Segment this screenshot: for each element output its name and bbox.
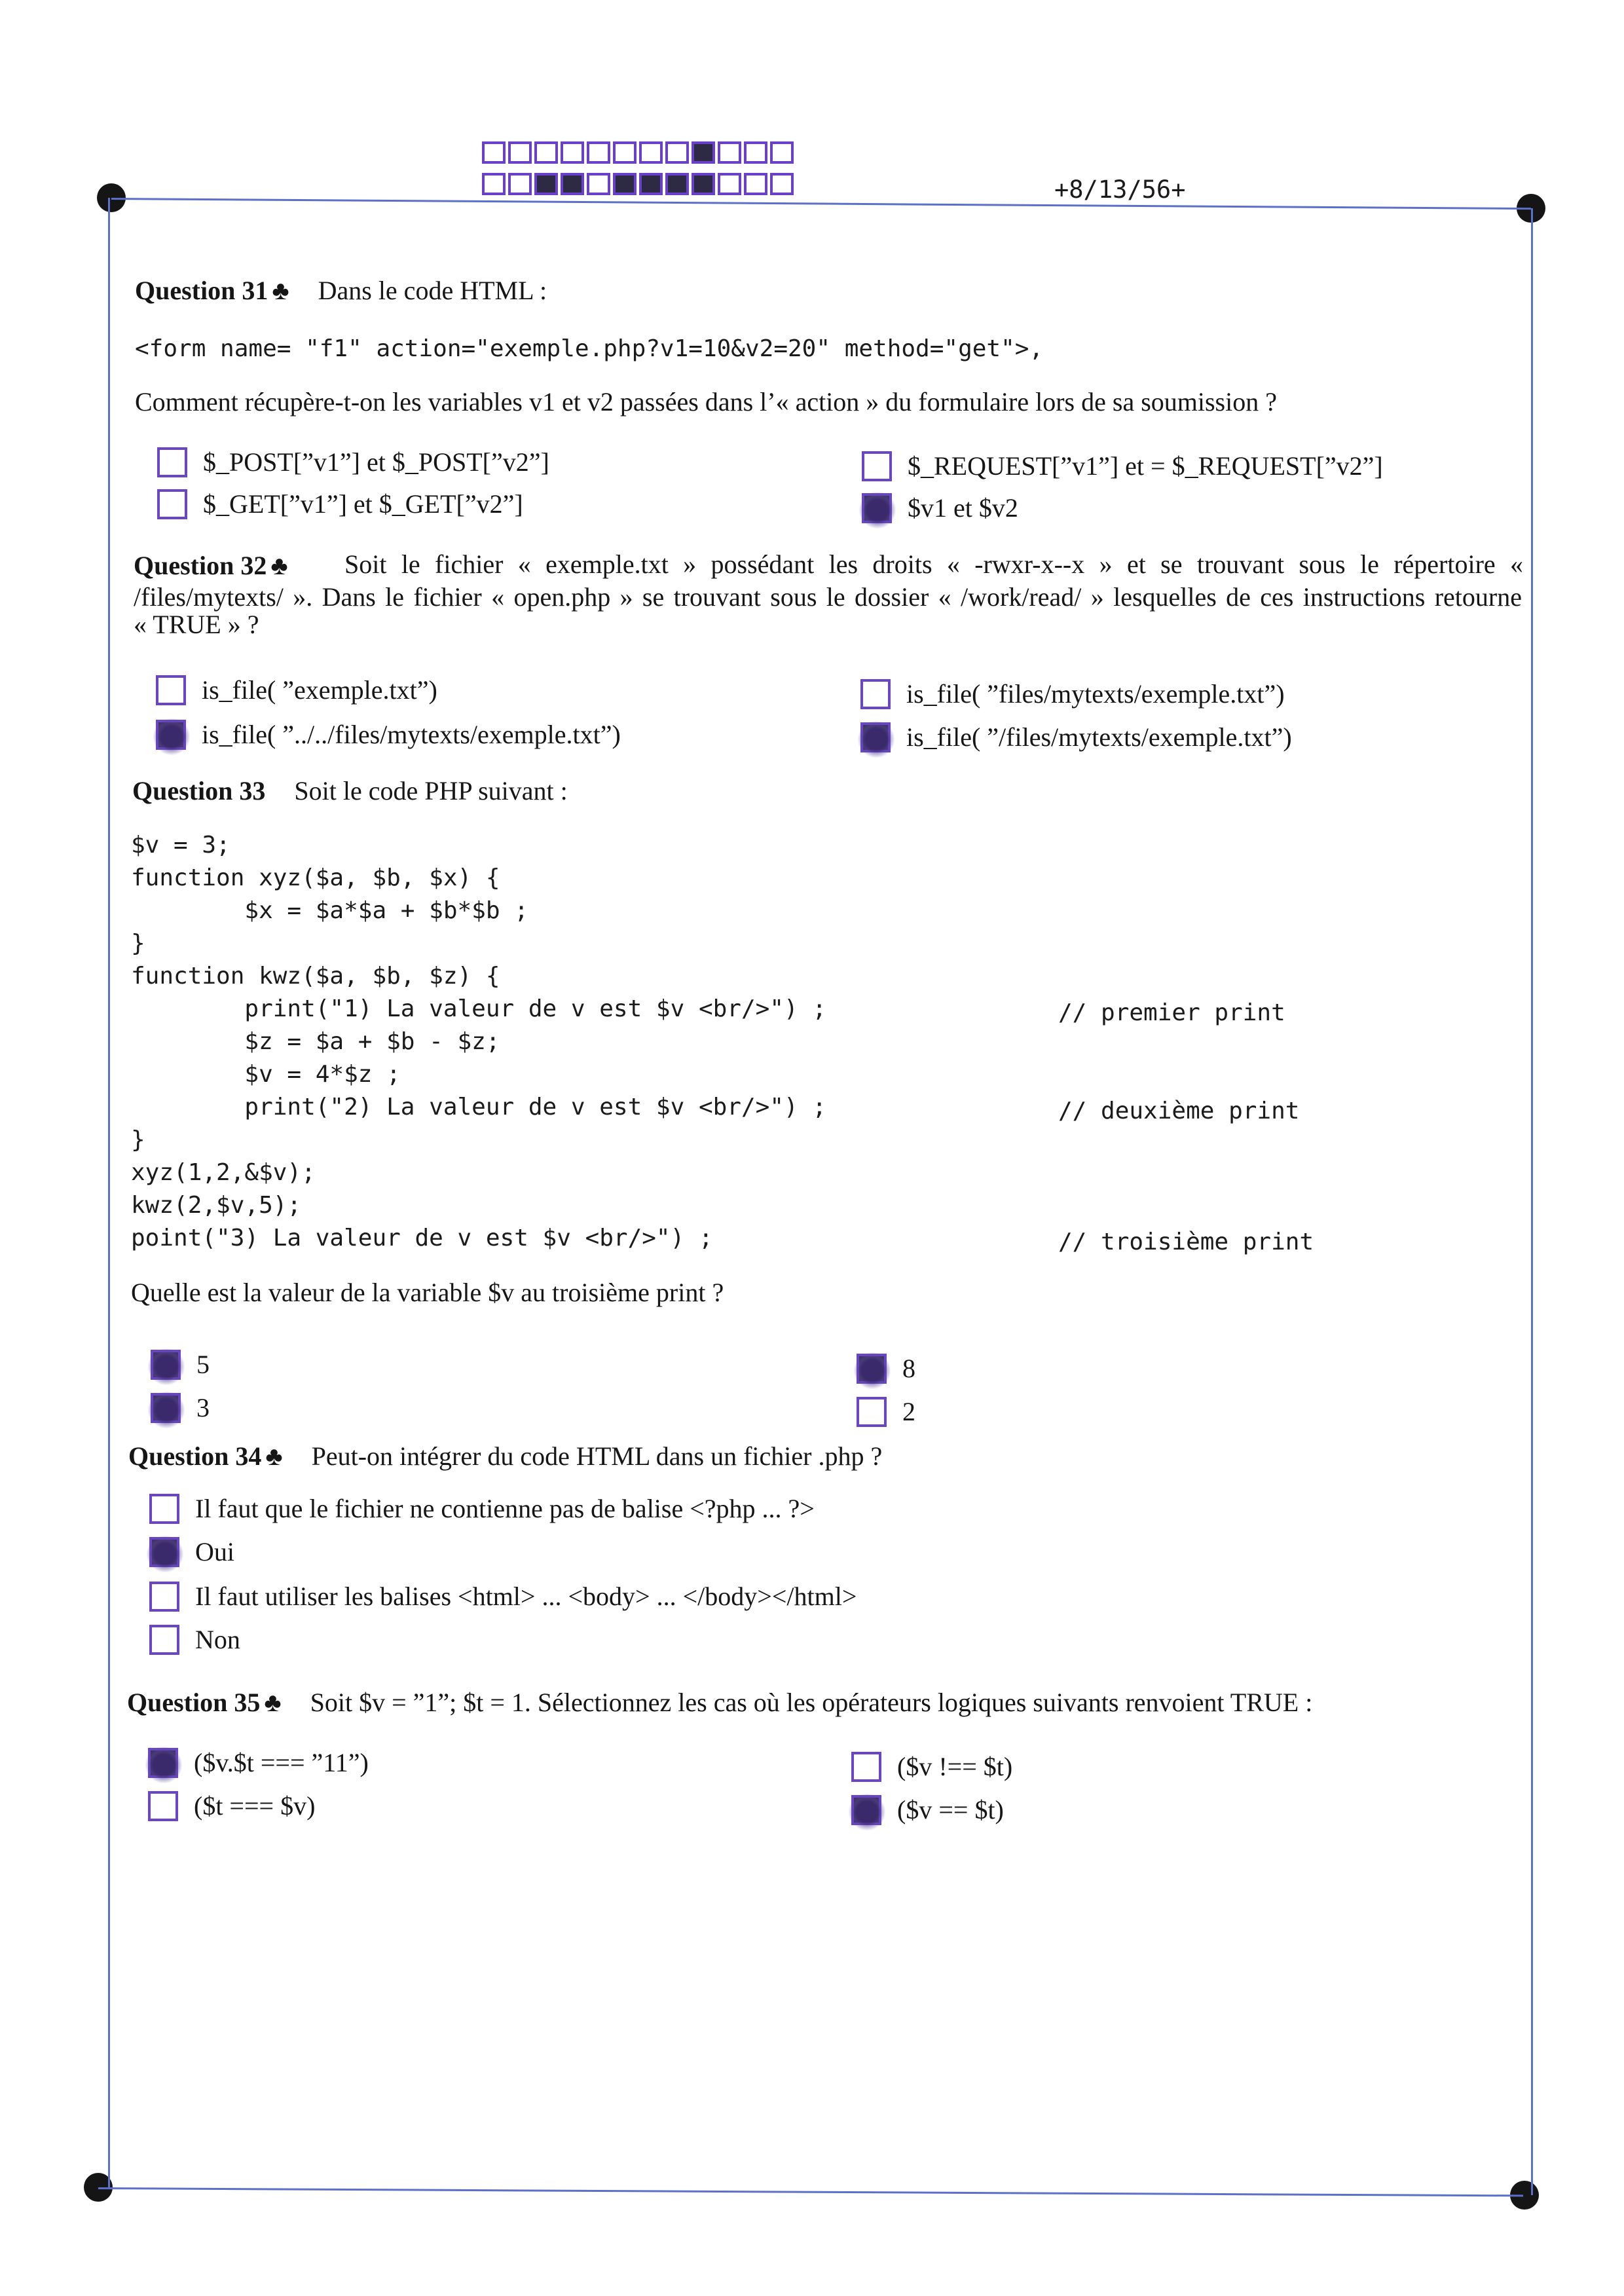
code-box (639, 141, 663, 164)
q32-checkbox-1[interactable] (156, 675, 186, 705)
q34-header (128, 1441, 882, 1472)
code-comment: // troisième print (1058, 1229, 1314, 1255)
q35-header (127, 1687, 1312, 1718)
code-box (639, 173, 663, 195)
q34-option-2-label: Oui (195, 1537, 234, 1566)
q35-option-2-label: ($v !== $t) (897, 1752, 1013, 1781)
q33-checkbox-2[interactable] (857, 1354, 887, 1384)
q31-checkbox-3[interactable] (157, 489, 187, 519)
q34-checkbox-2[interactable] (149, 1537, 179, 1567)
code-box (561, 141, 584, 164)
q33-option-1-label: 5 (196, 1350, 210, 1379)
code-box (561, 173, 584, 195)
q32-option-4[interactable] (860, 722, 1292, 752)
code-box (587, 141, 610, 164)
q33-option-2-label: 8 (902, 1354, 915, 1383)
q31-option-1-label: $_POST[”v1”] et $_POST[”v2”] (203, 447, 549, 477)
q34-checkbox-4[interactable] (149, 1625, 179, 1655)
q32-option-1[interactable] (156, 675, 437, 705)
code-box (613, 141, 637, 164)
q33-checkbox-4[interactable] (857, 1397, 887, 1427)
q35-checkbox-4[interactable] (851, 1795, 881, 1825)
q35-option-3-label: ($t === $v) (194, 1791, 316, 1821)
q35-label: Question 35 (127, 1688, 261, 1717)
q33-checkbox-3[interactable] (151, 1393, 181, 1423)
q31-checkbox-4[interactable] (862, 493, 892, 523)
q34-option-3[interactable] (149, 1581, 857, 1612)
code-box (587, 173, 610, 195)
code-strip-top (482, 141, 796, 164)
code-box (482, 173, 506, 195)
q31-option-2-label: $_REQUEST[”v1”] et = $_REQUEST[”v2”] (908, 451, 1383, 481)
code-line: kwz(2,$v,5); (131, 1192, 302, 1219)
code-box (718, 173, 741, 195)
code-line: } (131, 930, 145, 957)
q33-label: Question 33 (132, 776, 266, 805)
club-icon: ♣ (272, 276, 289, 305)
code-line: } (131, 1126, 145, 1153)
code-line: $z = $a + $b - $z; (131, 1028, 500, 1055)
code-strip-bottom (482, 173, 796, 195)
code-box (744, 173, 767, 195)
q31-option-3-label: $_GET[”v1”] et $_GET[”v2”] (203, 489, 523, 519)
q35-option-1-label: ($v.$t === ”11”) (194, 1748, 369, 1777)
q34-checkbox-3[interactable] (149, 1582, 179, 1612)
q35-option-4-label: ($v == $t) (897, 1795, 1004, 1824)
q34-label: Question 34 (128, 1441, 262, 1471)
q32-checkbox-4[interactable] (860, 722, 891, 752)
code-box (770, 141, 794, 164)
q33-option-1[interactable] (151, 1349, 210, 1380)
frame-bottom (98, 2187, 1523, 2196)
q33-option-3[interactable] (151, 1392, 210, 1423)
code-line: function xyz($a, $b, $x) { (131, 864, 500, 891)
q34-option-1-label: Il faut que le fichier ne contienne pas de balise <?php ... ?> (195, 1494, 815, 1523)
q34-option-4[interactable] (149, 1624, 240, 1655)
q33-prompt: Quelle est la valeur de la variable $v au troisième print ? (131, 1278, 724, 1307)
q34-title: Peut-on intégrer du code HTML dans un fichier .php ? (311, 1441, 883, 1471)
code-box (508, 141, 532, 164)
code-box (718, 141, 741, 164)
q32-checkbox-3[interactable] (156, 720, 186, 750)
q33-title: Soit le code PHP suivant : (294, 776, 568, 805)
q32-label: Question 32 (134, 551, 267, 580)
code-box (692, 173, 715, 195)
code-box (534, 173, 558, 195)
q35-checkbox-2[interactable] (851, 1752, 881, 1782)
q32-option-1-label: is_file( ”exemple.txt”) (202, 675, 437, 705)
q33-option-4-label: 2 (902, 1397, 915, 1426)
q31-option-3[interactable] (157, 489, 523, 519)
q33-option-3-label: 3 (196, 1393, 210, 1422)
frame-top (111, 198, 1531, 210)
code-line: print("1) La valeur de v est $v <br/>") ; (131, 995, 827, 1022)
q33-header (132, 775, 568, 806)
q34-option-1[interactable] (149, 1493, 815, 1524)
q35-checkbox-1[interactable] (148, 1748, 178, 1778)
q31-checkbox-1[interactable] (157, 447, 187, 477)
q32-text-line-2: /files/mytexts/ ». Dans le fichier « open.php » se trouvant sous le dossier « /work/read/ » lesquelles de ces instructions retourne (134, 582, 1522, 612)
code-box (665, 173, 689, 195)
q32-option-4-label: is_file( ”/files/mytexts/exemple.txt”) (906, 722, 1292, 752)
club-icon: ♣ (265, 1441, 283, 1471)
frame-left (108, 198, 110, 2189)
q32-text-line-1: Soit le fichier « exemple.txt » possédant les droits « -rwxr-x--x » et se trouvant sous le répertoire « (344, 549, 1523, 579)
code-line: $x = $a*$a + $b*$b ; (131, 897, 528, 924)
q32-checkbox-2[interactable] (860, 679, 891, 709)
q33-option-4[interactable] (857, 1396, 915, 1427)
q35-checkbox-3[interactable] (148, 1791, 178, 1821)
code-line: $v = 3; (131, 832, 231, 859)
q31-checkbox-2[interactable] (862, 451, 892, 481)
q35-option-2[interactable] (851, 1751, 1012, 1782)
code-comment: // deuxième print (1058, 1098, 1300, 1124)
q34-checkbox-1[interactable] (149, 1494, 179, 1524)
q34-option-3-label: Il faut utiliser les balises <html> ... <body> ... </body></html> (195, 1582, 857, 1611)
code-line: function kwz($a, $b, $z) { (131, 963, 500, 990)
club-icon: ♣ (270, 551, 288, 580)
q31-prompt: Comment récupère-t-on les variables v1 et v2 passées dans l’« action » du formulaire lors de sa soumission ? (135, 387, 1277, 417)
q31-header (135, 275, 547, 306)
code-box (534, 141, 558, 164)
code-box (508, 173, 532, 195)
code-line: print("2) La valeur de v est $v <br/>") ; (131, 1094, 827, 1120)
code-box (665, 141, 689, 164)
q35-option-3[interactable] (148, 1790, 315, 1821)
q34-option-4-label: Non (195, 1625, 240, 1654)
code-box (770, 173, 794, 195)
q32-option-2-label: is_file( ”files/mytexts/exemple.txt”) (906, 679, 1285, 709)
q31-option-2[interactable] (862, 451, 1383, 481)
q32-text-line-3: « TRUE » ? (134, 610, 259, 639)
q31-code: <form name= "f1" action="exemple.php?v1=10&v2=20" method="get">, (135, 335, 1044, 362)
q31-label: Question 31 (135, 276, 268, 305)
code-box (482, 141, 506, 164)
q32-option-2[interactable] (860, 678, 1285, 709)
q33-option-2[interactable] (857, 1353, 915, 1384)
code-box (613, 173, 637, 195)
code-line: xyz(1,2,&$v); (131, 1159, 316, 1186)
q33-checkbox-1[interactable] (151, 1350, 181, 1380)
q32-option-3-label: is_file( ”../../files/mytexts/exemple.txt”) (202, 720, 621, 749)
code-box (744, 141, 767, 164)
q35-title: Soit $v = ”1”; $t = 1. Sélectionnez les cas où les opérateurs logiques suivants renvoient TRUE : (310, 1688, 1313, 1717)
code-line: point("3) La valeur de v est $v <br/>") ; (131, 1225, 713, 1251)
code-comment: // premier print (1058, 999, 1285, 1026)
code-line: $v = 4*$z ; (131, 1061, 401, 1088)
q31-option-4-label: $v1 et $v2 (908, 493, 1018, 523)
club-icon: ♣ (264, 1688, 282, 1717)
q32-option-3[interactable] (156, 719, 621, 750)
code-box (692, 141, 715, 164)
q31-title: Dans le code HTML : (318, 276, 547, 305)
q35-option-4[interactable] (851, 1794, 1004, 1825)
page-id: +8/13/56+ (1054, 176, 1186, 204)
q34-option-2[interactable] (149, 1536, 234, 1567)
q31-option-1[interactable] (157, 447, 549, 477)
q35-option-1[interactable] (148, 1747, 369, 1778)
q31-option-4[interactable] (862, 492, 1018, 523)
frame-right (1531, 208, 1533, 2195)
